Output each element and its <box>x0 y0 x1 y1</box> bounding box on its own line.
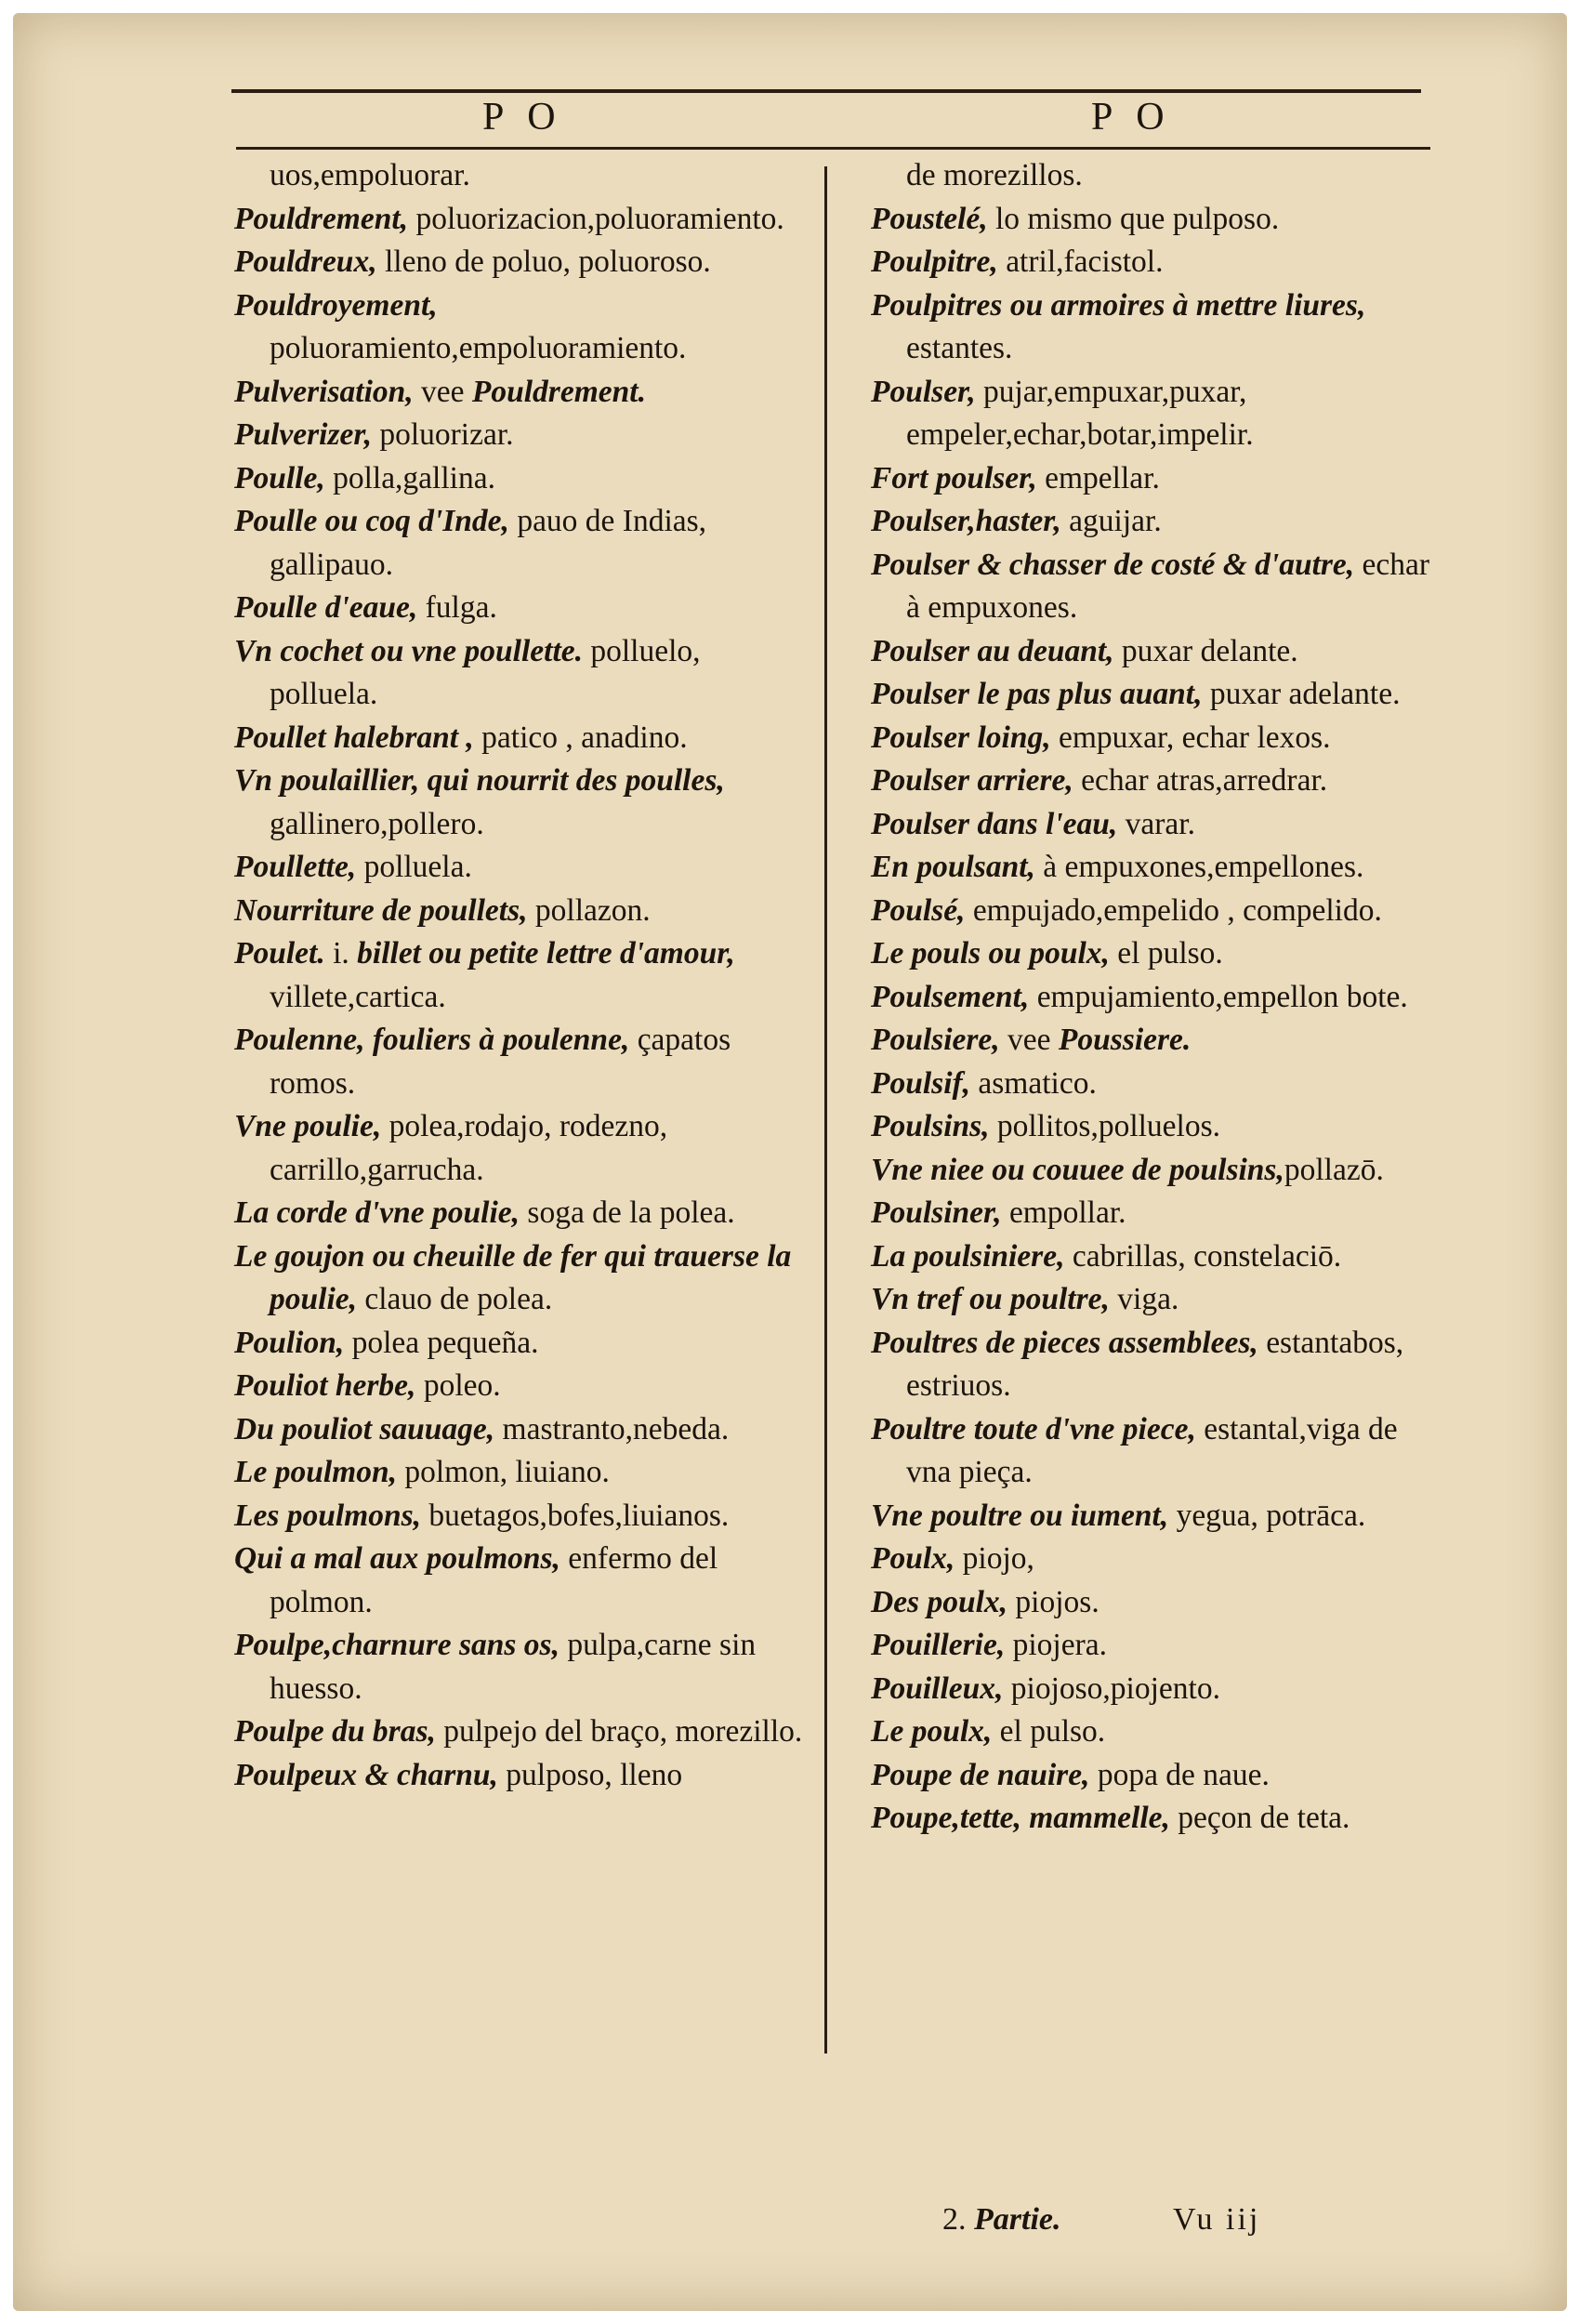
definition: çapatos romos. <box>270 1023 731 1101</box>
definition: de morezillos. <box>906 158 1083 192</box>
dictionary-entry <box>871 1063 1438 1106</box>
definition: vee <box>999 1023 1059 1057</box>
dictionary-entry <box>871 1668 1438 1711</box>
headword: Poulsif, <box>871 1065 971 1101</box>
definition: pulpa,carne sin huesso. <box>270 1628 757 1706</box>
signature-mark <box>942 2202 1060 2238</box>
definition: pauo de Indias, gallipauo. <box>270 504 707 582</box>
definition: piojera. <box>1005 1628 1107 1662</box>
reference: billet ou petite lettre d'amour, <box>357 936 735 971</box>
headword: Poulpe,charnure sans os, <box>234 1628 560 1662</box>
dictionary-entry <box>234 1408 812 1452</box>
dictionary-entry <box>871 803 1438 847</box>
dictionary-entry <box>871 1105 1438 1149</box>
folio-mark: Vu iij <box>1173 2202 1261 2237</box>
dictionary-entry <box>871 1278 1438 1322</box>
definition: asmatico. <box>970 1065 1097 1101</box>
definition: piojos. <box>1007 1584 1099 1619</box>
dictionary-entry <box>234 1019 812 1105</box>
headword: Pulverizer, <box>234 417 372 452</box>
dictionary-entry <box>871 673 1438 717</box>
headword: Vn poulaillier, qui nourrit des poulles, <box>234 763 725 798</box>
reference: Pouldrement. <box>471 374 646 409</box>
definition: enfermo del polmon. <box>270 1541 718 1619</box>
headword: Poulle ou coq d'Inde, <box>234 504 509 538</box>
definition: patico , anadino. <box>473 720 688 755</box>
dictionary-entry <box>234 241 812 284</box>
headword: Poustelé, <box>871 201 988 236</box>
dictionary-entry <box>234 1754 812 1798</box>
headword: Le poulx, <box>871 1714 993 1749</box>
definition: empellar. <box>1036 460 1160 495</box>
definition: pujar,empuxar,puxar, empeler,echar,botar,impelir. <box>906 374 1254 452</box>
headword: Poulion, <box>234 1325 345 1360</box>
headword: Poulpeux & charnu, <box>234 1757 498 1792</box>
definition: lleno de poluo, poluoroso. <box>376 244 711 279</box>
definition-cont: villete,cartica. <box>270 979 446 1014</box>
headword: Poupe,tette, mammelle, <box>871 1801 1170 1835</box>
dictionary-entry <box>871 1538 1438 1581</box>
dictionary-entry <box>871 1019 1438 1063</box>
headword: Du pouliot sauuage, <box>234 1411 495 1446</box>
headword: Poulpitres ou armoires à mettre liures, <box>871 287 1366 323</box>
definition: à empuxones,empellones. <box>1034 850 1364 884</box>
headword: Les poulmons, <box>234 1498 422 1533</box>
definition: poluorizacion,poluoramiento. <box>408 201 784 236</box>
headword: Vne poulie, <box>234 1109 382 1143</box>
headword: Fort poulser, <box>871 460 1037 495</box>
definition: empuxar, echar lexos. <box>1050 720 1331 755</box>
definition: puxar adelante. <box>1202 677 1401 711</box>
headword: Poulsement, <box>871 979 1030 1014</box>
definition: aguijar. <box>1060 504 1162 538</box>
reference: Poussiere. <box>1058 1023 1192 1057</box>
dictionary-entry <box>234 1192 812 1235</box>
definition: atril,facistol. <box>997 244 1164 279</box>
headword: Vn cochet ou vne poullette. <box>234 633 583 668</box>
headword: Poulsé, <box>871 892 966 928</box>
definition: yegua, potrāca. <box>1168 1498 1366 1533</box>
definition: pollazō. <box>1284 1152 1384 1187</box>
definition: el pulso. <box>992 1714 1106 1749</box>
dictionary-entry <box>234 284 812 371</box>
definition: empujado,empelido , compelido. <box>965 892 1382 928</box>
headword: Le goujon ou cheuille de fer qui trauerse la poulie, <box>234 1238 792 1316</box>
definition: polea pequeña. <box>344 1325 539 1360</box>
definition: estantal,viga de vna pieça. <box>906 1411 1398 1489</box>
headword: Poulx, <box>871 1541 955 1576</box>
definition: pollazon. <box>527 892 651 928</box>
headword: Poulet. <box>234 936 325 971</box>
book-page <box>13 13 1567 2311</box>
definition: mastranto,nebeda. <box>494 1411 730 1446</box>
definition: poleo. <box>415 1368 501 1403</box>
headword: Vn tref ou poultre, <box>871 1282 1110 1316</box>
definition: fulga. <box>417 590 497 625</box>
dictionary-entry <box>871 544 1438 630</box>
definition: estantes. <box>906 331 1013 365</box>
dictionary-entry <box>871 1581 1438 1625</box>
definition: clauo de polea. <box>357 1282 553 1316</box>
headword: Pouliot herbe, <box>234 1368 416 1403</box>
dictionary-entry <box>234 1105 812 1192</box>
dictionary-entry <box>234 414 812 457</box>
definition: empujamiento,empellon bote. <box>1029 979 1408 1014</box>
dictionary-entry <box>234 154 812 198</box>
headword: Nourriture de poullets, <box>234 892 528 928</box>
headword: Poultre toute d'vne piece, <box>871 1411 1196 1446</box>
definition: popa de naue. <box>1089 1757 1270 1792</box>
definition: polla,gallina. <box>324 460 495 495</box>
definition: el pulso. <box>1109 936 1223 971</box>
dictionary-entry <box>871 1408 1438 1495</box>
headword: Poultres de pieces assemblees, <box>871 1325 1258 1360</box>
headword: Poulenne, fouliers à poulenne, <box>234 1023 630 1057</box>
dictionary-entry <box>234 846 812 890</box>
definition: echar atras,arredrar. <box>1073 763 1328 798</box>
headword: La corde d'vne poulie, <box>234 1195 520 1230</box>
dictionary-entry <box>871 1624 1438 1668</box>
dictionary-entry <box>871 1495 1438 1538</box>
dictionary-entry <box>234 1624 812 1710</box>
header-rule-top <box>231 89 1421 93</box>
definition: soga de la polea. <box>520 1195 735 1230</box>
headword: Poulpitre, <box>871 244 998 279</box>
headword: Poulsiner, <box>871 1195 1002 1230</box>
definition: varar. <box>1117 806 1195 841</box>
dictionary-entry <box>871 500 1438 544</box>
headword: Poulser le pas plus auant, <box>871 677 1203 711</box>
dictionary-entry <box>871 932 1438 976</box>
definition: echar à empuxones. <box>906 547 1430 625</box>
definition: gallinero,pollero. <box>270 806 484 841</box>
definition: polmon, liuiano. <box>396 1455 610 1489</box>
dictionary-entry <box>234 630 812 717</box>
dictionary-entry <box>234 1365 812 1408</box>
definition: i. <box>324 936 358 971</box>
definition: poluoramiento,empoluoramiento. <box>270 331 687 365</box>
definition: viga. <box>1109 1282 1179 1316</box>
definition: empollar. <box>1001 1195 1126 1230</box>
dictionary-entry <box>234 587 812 630</box>
definition: buetagos,bofes,liuianos. <box>421 1498 730 1533</box>
dictionary-entry <box>234 1538 812 1624</box>
headword: Poulpe du bras, <box>234 1714 436 1749</box>
headword: Poulsiere, <box>871 1023 1000 1057</box>
definition: pulposo, lleno <box>497 1757 683 1792</box>
headword: Poulser loing, <box>871 720 1051 755</box>
definition: lo mismo que pulposo. <box>987 201 1280 236</box>
headword: Pulverisation, <box>234 374 414 409</box>
headword: Pouilleux, <box>871 1670 1004 1706</box>
dictionary-entry <box>871 759 1438 803</box>
dictionary-entry <box>234 500 812 587</box>
left-column <box>234 154 812 1797</box>
dictionary-entry <box>234 890 812 933</box>
headword: Poulle d'eaue, <box>234 590 418 625</box>
definition: peçon de teta. <box>1169 1801 1350 1835</box>
dictionary-entry <box>871 154 1438 198</box>
dictionary-entry <box>871 1797 1438 1841</box>
definition: pollitos,polluelos. <box>989 1109 1221 1143</box>
definition: puxar delante. <box>1113 633 1298 668</box>
headword: Qui a mal aux poulmons, <box>234 1541 560 1576</box>
dictionary-entry <box>871 976 1438 1020</box>
headword: Des poulx, <box>871 1584 1008 1619</box>
signature-number: 2. <box>942 2202 967 2237</box>
headword: Poulle, <box>234 460 325 495</box>
header-rule-bottom <box>236 147 1430 150</box>
dictionary-entry <box>234 1710 812 1754</box>
headword: Le poulmon, <box>234 1455 397 1489</box>
definition: estantabos, estriuos. <box>906 1325 1404 1403</box>
dictionary-entry <box>871 198 1438 242</box>
headword: Poullet halebrant , <box>234 720 474 755</box>
headword: Poupe de nauire, <box>871 1757 1090 1792</box>
signature-word: Partie. <box>974 2202 1061 2237</box>
dictionary-entry <box>871 846 1438 890</box>
definition: piojoso,piojento. <box>1003 1670 1220 1706</box>
dictionary-entry <box>871 371 1438 457</box>
dictionary-entry <box>871 1322 1438 1408</box>
dictionary-entry <box>871 1192 1438 1235</box>
headword: Poulsins, <box>871 1109 990 1143</box>
dictionary-entry <box>871 1710 1438 1754</box>
headword: En poulsant, <box>871 850 1035 884</box>
headword: Poulser dans l'eau, <box>871 806 1118 841</box>
definition: uos,empoluorar. <box>270 158 470 192</box>
headword: Le pouls ou poulx, <box>871 936 1110 971</box>
headword: Pouldrement, <box>234 201 409 236</box>
dictionary-entry <box>234 932 812 1019</box>
headword: Vne poultre ou iument, <box>871 1498 1169 1533</box>
headword: Pouldroyement, <box>234 287 438 323</box>
headword: Pouldreux, <box>234 244 377 279</box>
definition: cabrillas, constelaciō. <box>1064 1238 1342 1274</box>
headword: Poullette, <box>234 850 357 884</box>
dictionary-entry <box>234 1235 812 1322</box>
dictionary-entry <box>871 284 1438 371</box>
definition: piojo, <box>955 1541 1034 1576</box>
dictionary-entry <box>234 1495 812 1538</box>
headword: Poulser, <box>871 374 976 409</box>
definition: poluorizar. <box>371 417 514 452</box>
headword: Poulser,haster, <box>871 504 1061 538</box>
running-head-right: P O <box>1091 96 1172 139</box>
headword: Poulser au deuant, <box>871 633 1114 668</box>
dictionary-entry <box>234 1322 812 1366</box>
dictionary-entry <box>871 890 1438 933</box>
definition: vee <box>413 374 472 409</box>
dictionary-entry <box>871 1149 1438 1193</box>
definition: polluela. <box>356 850 472 884</box>
right-column <box>871 154 1438 1841</box>
dictionary-entry <box>871 1235 1438 1279</box>
column-divider <box>824 166 827 2053</box>
dictionary-entry <box>871 630 1438 674</box>
headword: Pouillerie, <box>871 1628 1006 1662</box>
running-head-left: P O <box>482 96 563 139</box>
dictionary-entry <box>871 241 1438 284</box>
dictionary-entry <box>234 457 812 501</box>
dictionary-entry <box>234 371 812 415</box>
dictionary-entry <box>234 759 812 846</box>
dictionary-entry <box>234 1451 812 1495</box>
headword: Vne niee ou couuee de poulsins, <box>871 1152 1284 1187</box>
dictionary-entry <box>234 717 812 760</box>
headword: Poulser arriere, <box>871 763 1073 798</box>
headword: La poulsiniere, <box>871 1238 1065 1274</box>
dictionary-entry <box>234 198 812 242</box>
dictionary-entry <box>871 717 1438 760</box>
dictionary-entry <box>871 1754 1438 1798</box>
definition: polea,rodajo, rodezno, carrillo,garrucha. <box>270 1109 668 1187</box>
definition: pulpejo del braço, morezillo. <box>435 1714 803 1749</box>
headword: Poulser & chasser de costé & d'autre, <box>871 547 1355 582</box>
definition: polluelo, polluela. <box>270 633 701 711</box>
dictionary-entry <box>871 457 1438 501</box>
